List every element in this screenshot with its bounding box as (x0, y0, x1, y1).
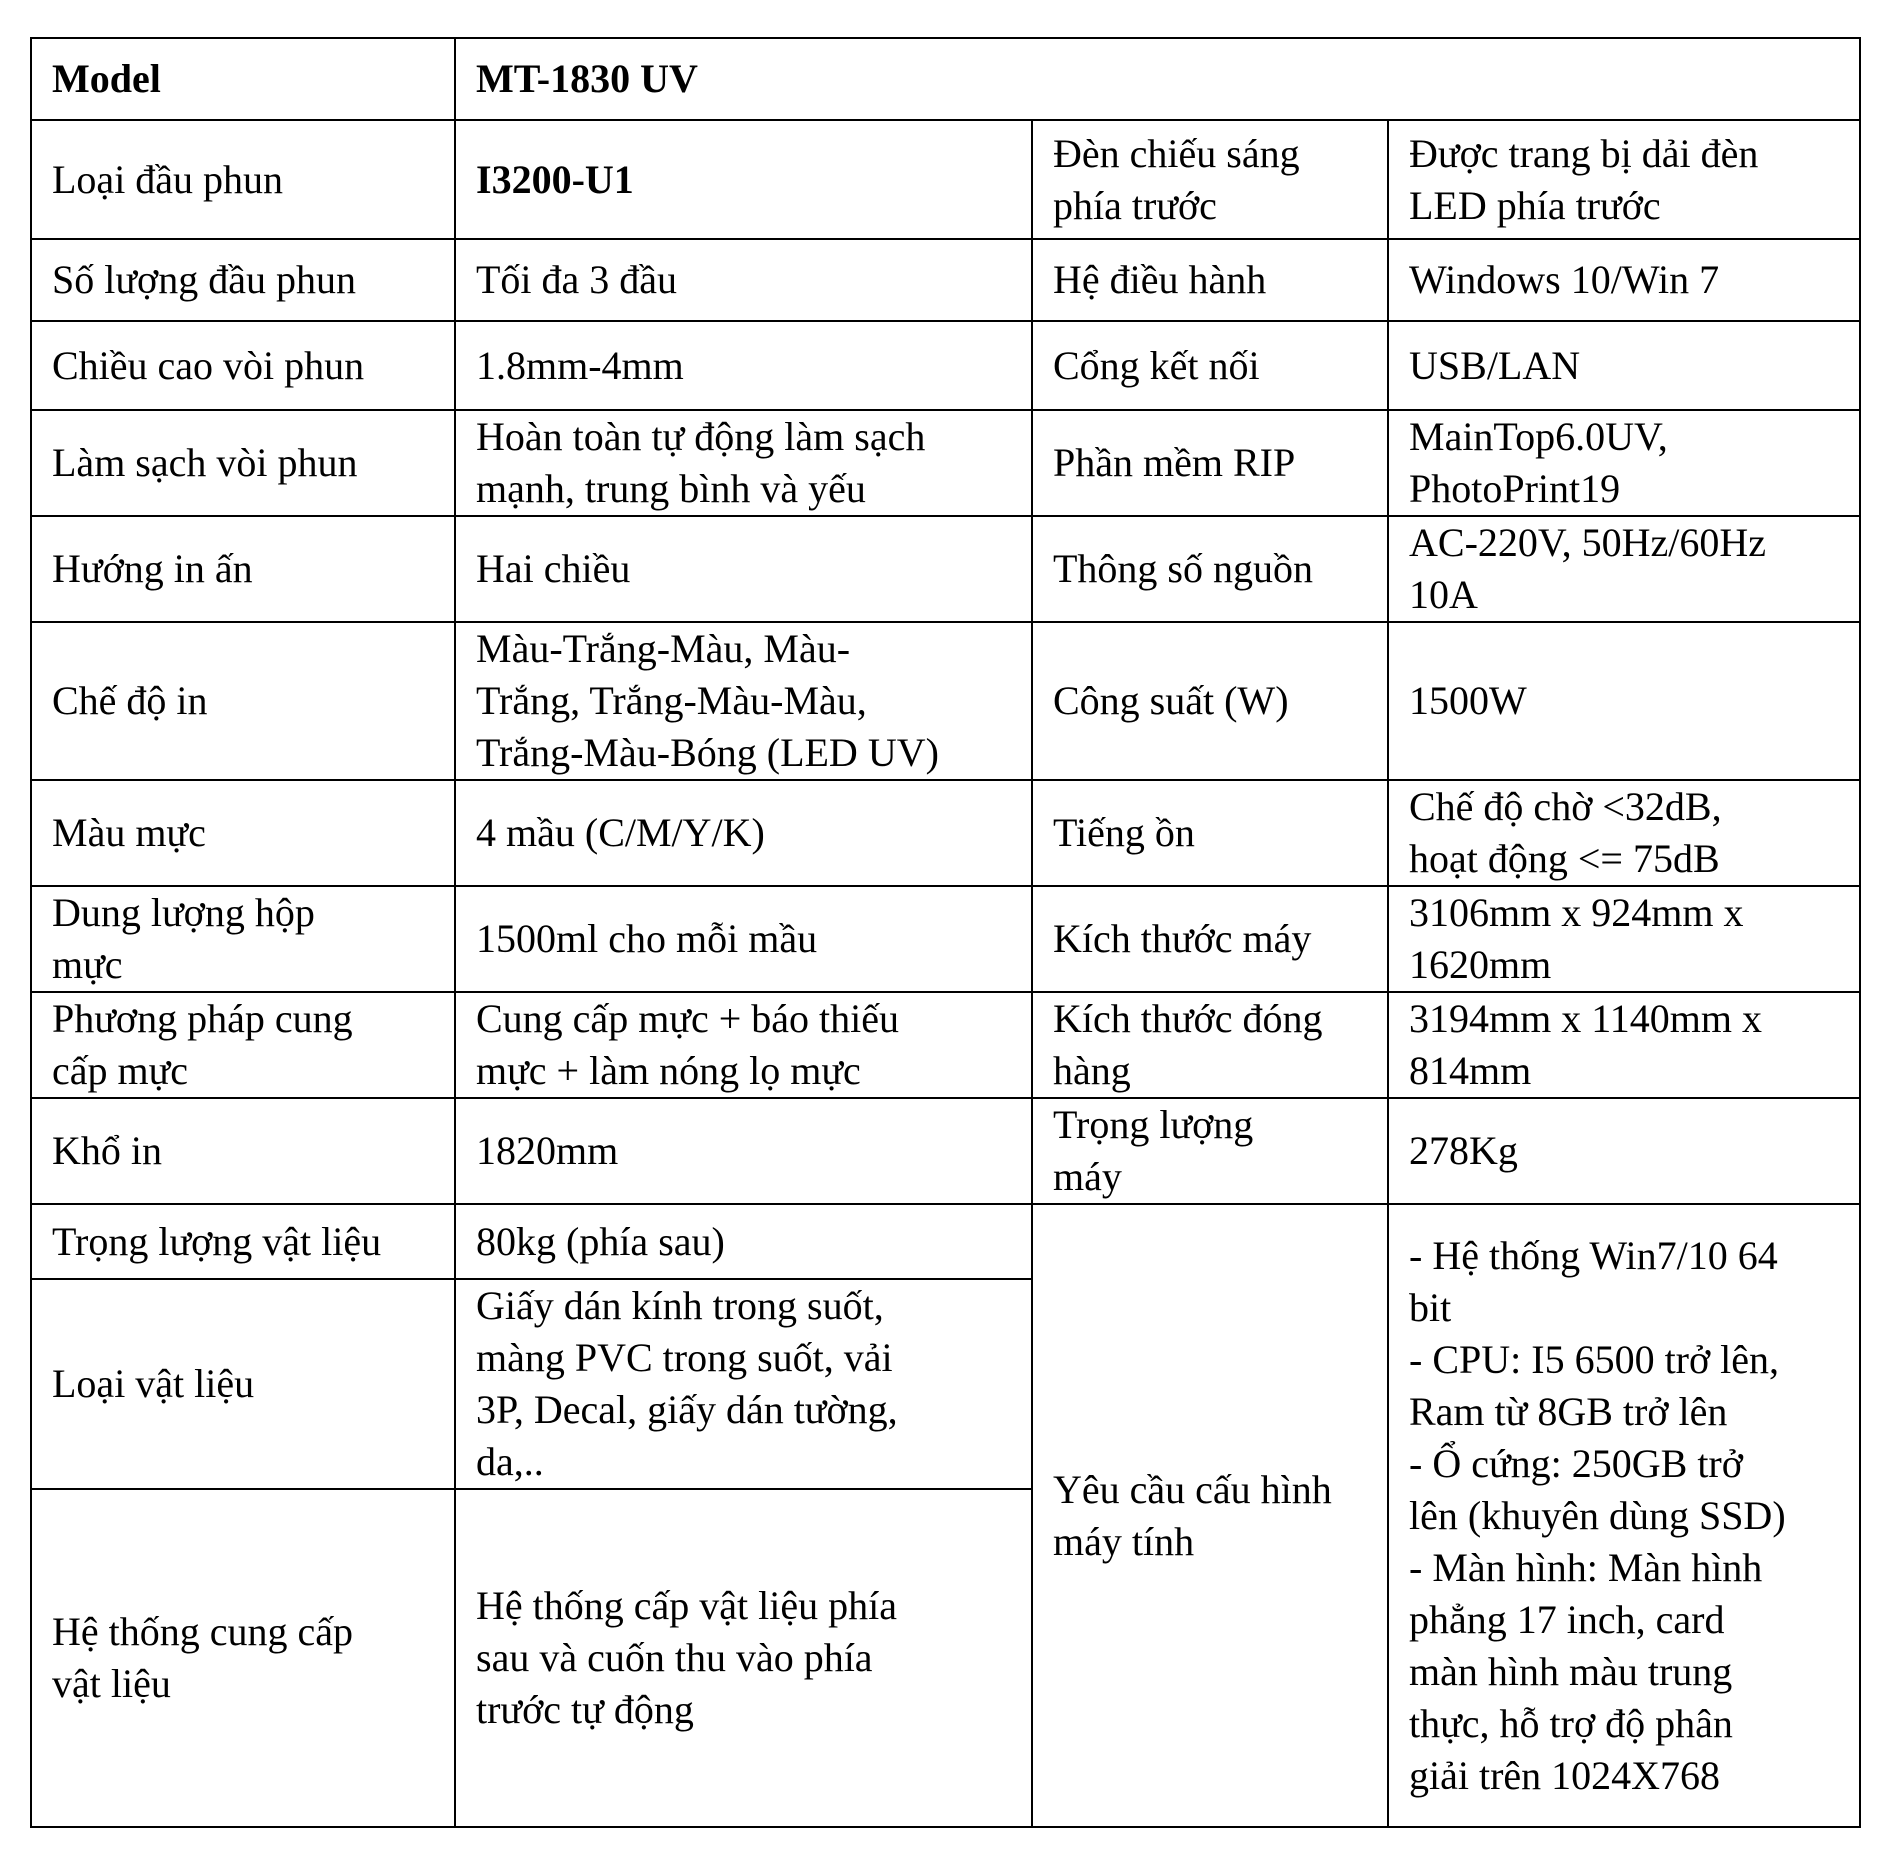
spec-value-line: giải trên 1024X768 (1409, 1752, 1721, 1798)
spec-label-line: mực (52, 942, 123, 987)
spec-value (1388, 992, 1860, 1098)
spec-label-line: Phương pháp cung (52, 996, 353, 1041)
spec-value-line: phẳng 17 inch, card (1409, 1596, 1725, 1642)
spec-value (455, 410, 1032, 516)
spec-value: 1500W (1388, 622, 1860, 780)
spec-table (30, 37, 1861, 1828)
spec-value-line: màng PVC trong suốt, vải (476, 1335, 893, 1380)
model-value: MT-1830 UV (455, 38, 1860, 120)
spec-value: Hai chiều (455, 516, 1032, 622)
table-row (31, 1098, 1860, 1204)
spec-label-line: cấp mực (52, 1048, 189, 1093)
spec-label: Phần mềm RIP (1032, 410, 1388, 516)
spec-label-line: máy (1053, 1154, 1122, 1199)
spec-label: Tiếng ồn (1032, 780, 1388, 886)
spec-value: 1.8mm-4mm (455, 321, 1032, 410)
spec-label-line: Hệ thống cung cấp (52, 1609, 354, 1654)
spec-label (1032, 992, 1388, 1098)
spec-label (31, 992, 455, 1098)
spec-label: Loại đầu phun (31, 120, 455, 239)
spec-value: 80kg (phía sau) (455, 1204, 1032, 1279)
spec-value (1388, 120, 1860, 239)
spec-label: Cổng kết nối (1032, 321, 1388, 410)
spec-value-line: - Ổ cứng: 250GB trở (1409, 1440, 1743, 1486)
spec-label-line: Trọng lượng (1053, 1102, 1254, 1147)
spec-value: 4 mầu (C/M/Y/K) (455, 780, 1032, 886)
spec-value-line: PhotoPrint19 (1409, 466, 1621, 511)
spec-value-line: 3P, Decal, giấy dán tường, (476, 1387, 898, 1432)
spec-value-line: Trắng, Trắng-Màu-Màu, (476, 678, 867, 723)
spec-label-line: Dung lượng hộp (52, 890, 315, 935)
spec-value-line: Ram từ 8GB trở lên (1409, 1388, 1728, 1434)
spec-label: Trọng lượng vật liệu (31, 1204, 455, 1279)
spec-value-line: hoạt động <= 75dB (1409, 836, 1720, 881)
model-label: Model (31, 38, 455, 120)
spec-value-line: da,.. (476, 1439, 544, 1484)
spec-value-line: Hệ thống cấp vật liệu phía (476, 1583, 897, 1628)
table-row (31, 992, 1860, 1098)
spec-value: USB/LAN (1388, 321, 1860, 410)
spec-label: Kích thước máy (1032, 886, 1388, 992)
table-row (31, 120, 1860, 239)
spec-value-line: Cung cấp mực + báo thiếu (476, 996, 900, 1041)
spec-value: 1820mm (455, 1098, 1032, 1204)
spec-value: 1500ml cho mỗi mầu (455, 886, 1032, 992)
spec-value-line: 1620mm (1409, 942, 1552, 987)
spec-value: 278Kg (1388, 1098, 1860, 1204)
table-row (31, 239, 1860, 321)
spec-label (31, 1489, 455, 1827)
spec-value-line: 10A (1409, 572, 1478, 617)
spec-value-line: Trắng-Màu-Bóng (LED UV) (476, 730, 939, 775)
spec-value-line: LED phía trước (1409, 182, 1661, 228)
spec-value-line: - CPU: I5 6500 trở lên, (1409, 1336, 1780, 1382)
spec-value-line: 3194mm x 1140mm x (1409, 996, 1762, 1041)
table-row (31, 410, 1860, 516)
spec-label-line: vật liệu (52, 1661, 171, 1706)
spec-label-line: Kích thước đóng (1053, 996, 1323, 1041)
header-row (31, 38, 1860, 120)
spec-value-line: Chế độ chờ <32dB, (1409, 784, 1722, 829)
spec-label: Thông số nguồn (1032, 516, 1388, 622)
spec-value-line: mạnh, trung bình và yếu (476, 466, 866, 511)
spec-value-line: Hoàn toàn tự động làm sạch (476, 414, 926, 459)
spec-value-line: thực, hỗ trợ độ phân (1409, 1700, 1733, 1746)
spec-value-line: - Màn hình: Màn hình (1409, 1544, 1763, 1590)
spec-value (1388, 410, 1860, 516)
spec-label: Làm sạch vòi phun (31, 410, 455, 516)
table-row (31, 780, 1860, 886)
spec-value: I3200-U1 (455, 120, 1032, 239)
spec-value-line: - Hệ thống Win7/10 64 (1409, 1232, 1778, 1278)
spec-label: Màu mực (31, 780, 455, 886)
spec-value-line: 3106mm x 924mm x (1409, 890, 1744, 935)
spec-value-line: Màu-Trắng-Màu, Màu- (476, 626, 851, 671)
spec-label-line: máy tính (1053, 1518, 1195, 1564)
spec-value: Windows 10/Win 7 (1388, 239, 1860, 321)
spec-label (1032, 1204, 1388, 1827)
table-row (31, 622, 1860, 780)
spec-label (1032, 1098, 1388, 1204)
table-row (31, 886, 1860, 992)
spec-value: Tối đa 3 đầu (455, 239, 1032, 321)
spec-value (1388, 1204, 1860, 1827)
table-row (31, 1204, 1860, 1279)
spec-value-line: Giấy dán kính trong suốt, (476, 1283, 884, 1328)
spec-label-line: Đèn chiếu sáng (1053, 130, 1300, 176)
spec-value (1388, 780, 1860, 886)
spec-value-line: 814mm (1409, 1048, 1532, 1093)
spec-value-line: màn hình màu trung (1409, 1648, 1733, 1694)
spec-label: Hệ điều hành (1032, 239, 1388, 321)
table-row (31, 516, 1860, 622)
spec-label-line: Yêu cầu cấu hình (1053, 1466, 1332, 1512)
spec-label: Chế độ in (31, 622, 455, 780)
spec-value-line: MainTop6.0UV, (1409, 414, 1668, 459)
spec-value (455, 622, 1032, 780)
spec-value (1388, 516, 1860, 622)
spec-label: Loại vật liệu (31, 1279, 455, 1489)
spec-value-line: mực + làm nóng lọ mực (476, 1048, 861, 1093)
spec-label: Khổ in (31, 1098, 455, 1204)
spec-label: Hướng in ấn (31, 516, 455, 622)
spec-value-line: AC-220V, 50Hz/60Hz (1409, 520, 1767, 565)
spec-value (1388, 886, 1860, 992)
spec-value (455, 1489, 1032, 1827)
spec-value (455, 1279, 1032, 1489)
spec-label: Công suất (W) (1032, 622, 1388, 780)
spec-value-line: sau và cuốn thu vào phía (476, 1635, 873, 1680)
spec-label (31, 886, 455, 992)
spec-value-line: Được trang bị dải đèn (1409, 130, 1759, 176)
table-row (31, 321, 1860, 410)
spec-label-line: hàng (1053, 1048, 1131, 1093)
spec-value-line: bit (1409, 1284, 1452, 1330)
spec-value-line: trước tự động (476, 1687, 694, 1732)
spec-label: Số lượng đầu phun (31, 239, 455, 321)
spec-label (1032, 120, 1388, 239)
spec-value-line: lên (khuyên dùng SSD) (1409, 1492, 1786, 1538)
spec-label-line: phía trước (1053, 182, 1217, 228)
spec-value (455, 992, 1032, 1098)
spec-label: Chiều cao vòi phun (31, 321, 455, 410)
